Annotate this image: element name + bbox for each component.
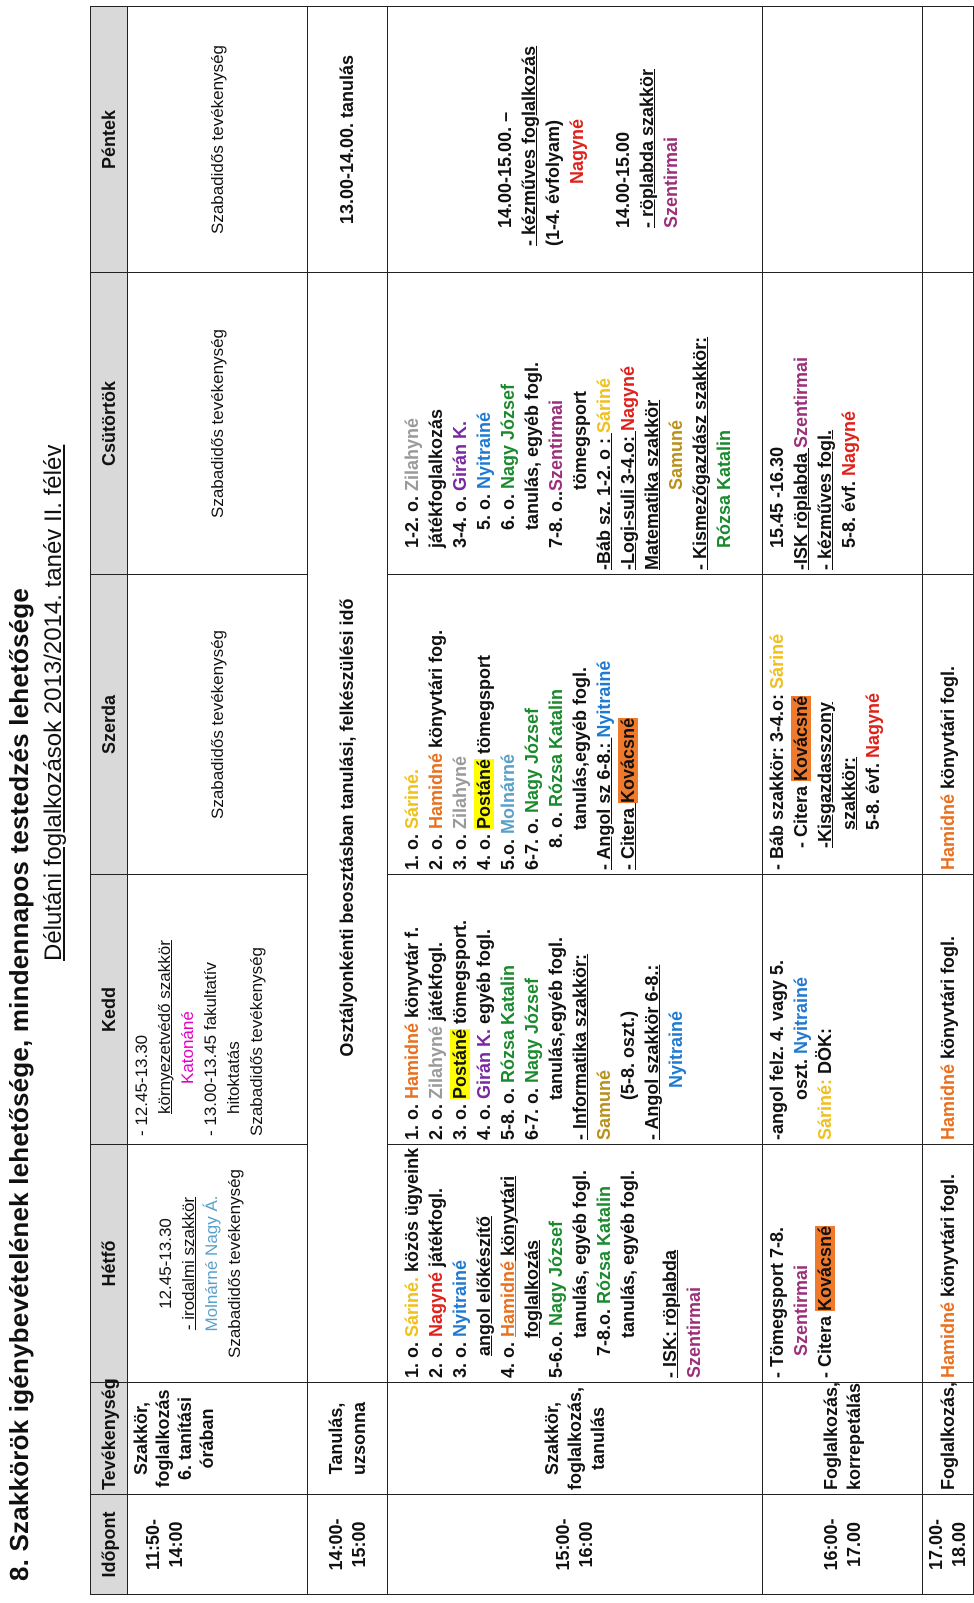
line-part: 5-8. évf. bbox=[839, 475, 859, 548]
teacher-name: Hamidné bbox=[938, 793, 958, 870]
teacher-name: Zilahyné bbox=[450, 755, 470, 829]
activity-line: Szakkör, bbox=[131, 1401, 151, 1476]
teacher-name: Nyitrainé bbox=[791, 976, 811, 1054]
teacher-name: Szentirmai bbox=[791, 356, 811, 448]
teacher-name: Hamidné bbox=[402, 1022, 422, 1099]
cell-line: - kézműves fogl. bbox=[815, 429, 835, 570]
teacher-name: Rózsa Katalin bbox=[546, 688, 566, 807]
line-part: - Angol sz 6-8.: bbox=[594, 737, 614, 870]
cell-line bbox=[400, 579, 424, 870]
cell-hetfo bbox=[128, 1145, 308, 1383]
cell-kedd bbox=[923, 875, 974, 1145]
line-part: 5-6.o. bbox=[546, 1325, 566, 1378]
cell-line: tömegsport bbox=[570, 391, 590, 490]
line-part: játékfogl. bbox=[426, 941, 446, 1026]
cell-line: - ISK: röplabda bbox=[660, 1249, 680, 1378]
cell-line bbox=[520, 579, 544, 870]
activity-line: Tanulás, bbox=[325, 1402, 346, 1475]
spacer bbox=[640, 1149, 658, 1378]
teacher-name: Rózsa Katalin bbox=[714, 429, 734, 548]
teacher-name: Postáné bbox=[474, 758, 494, 829]
activity-line: 6. tanítási bbox=[175, 1396, 195, 1481]
cell-pentek bbox=[388, 7, 763, 273]
header-hetfo: Hétfő bbox=[91, 1145, 128, 1383]
cell-line: tanulás,egyéb fogl. bbox=[570, 666, 590, 830]
activity-line: tanulás bbox=[587, 1406, 608, 1471]
cell-szerda bbox=[763, 575, 923, 875]
teacher-name: Szentirmai bbox=[684, 1286, 704, 1378]
cell-line bbox=[592, 277, 616, 570]
cell-line bbox=[861, 579, 885, 870]
cell-line bbox=[616, 277, 640, 570]
cell-line bbox=[400, 277, 424, 570]
cell-line bbox=[496, 277, 520, 570]
line-part: könyvtári fogl. bbox=[938, 665, 958, 794]
cell-line bbox=[616, 579, 640, 870]
cell-pentek bbox=[923, 7, 974, 273]
activity-line: Szakkör, bbox=[541, 1401, 562, 1476]
cell-line: - kézműves foglalkozás bbox=[519, 45, 539, 246]
teacher-name: Hamidné bbox=[426, 752, 446, 829]
header-tevekenyseg: Tevékenység bbox=[91, 1383, 128, 1495]
line-part: DÖK: bbox=[815, 1027, 835, 1079]
line-part: 7-8. o.. bbox=[546, 490, 566, 548]
cell-line bbox=[813, 879, 837, 1140]
cell-line: tanulás, egyéb fogl. bbox=[570, 1169, 590, 1338]
activity-line: órában bbox=[197, 1408, 217, 1469]
cell-line bbox=[448, 879, 472, 1140]
line-part: 2. o. bbox=[426, 1336, 446, 1378]
teacher-name: Nagy József bbox=[498, 383, 518, 489]
cell-pentek bbox=[763, 7, 923, 273]
cell-line bbox=[472, 579, 496, 870]
header-row bbox=[91, 7, 128, 1595]
cell-line bbox=[424, 1149, 448, 1378]
cell-line: Szabadidős tevékenység bbox=[225, 1168, 244, 1359]
cell-line: - irodalmi szakkör bbox=[179, 1196, 198, 1331]
teacher-name: Rózsa Katalin bbox=[594, 1185, 614, 1304]
teacher-name: Girán K. bbox=[450, 420, 470, 491]
line-part: 3-4. o. bbox=[450, 490, 470, 548]
header-csutortok: Csütörtök bbox=[91, 273, 128, 575]
cell-line bbox=[813, 1149, 837, 1378]
cell-line: tanulás, egyéb fogl. bbox=[618, 1169, 638, 1338]
line-part: 3. o. bbox=[450, 1098, 470, 1140]
cell-line: környezetvédő szakkör bbox=[155, 940, 174, 1114]
line-part: - Citera bbox=[791, 780, 811, 848]
activity-cell bbox=[308, 1383, 388, 1495]
teacher-name: Nagyné bbox=[863, 692, 883, 758]
line-part: 8. o. bbox=[546, 806, 566, 848]
cell-line: - 13.00-13.45 fakultatív bbox=[201, 962, 220, 1136]
line-part: 2. o. bbox=[426, 1098, 446, 1140]
cell-line bbox=[424, 879, 448, 1140]
line-part: 6-7. o. bbox=[522, 812, 542, 870]
cell-line: 15.45 -16.30 bbox=[767, 446, 787, 548]
teacher-name: Szentirmai bbox=[661, 136, 681, 228]
teacher-name: Girán K. bbox=[474, 1028, 494, 1099]
cell-line bbox=[400, 1149, 424, 1378]
cell-line: angol előkészítő bbox=[474, 1215, 494, 1356]
cell-line: foglalkozás bbox=[522, 1239, 542, 1338]
line-part: 3. o. bbox=[450, 1336, 470, 1378]
line-part: 1-2. o. bbox=[402, 490, 422, 548]
line-part: tömegsport bbox=[474, 654, 494, 759]
table-row bbox=[308, 7, 388, 1595]
teacher-name: Nagy József bbox=[522, 977, 542, 1083]
cell-line: szakkör: bbox=[839, 756, 859, 830]
teacher-name: Hamidné bbox=[938, 1063, 958, 1140]
line-part: 6. o. bbox=[498, 488, 518, 530]
time-cell: 16:00-17.00 bbox=[763, 1495, 923, 1595]
time-cell: 17.00-18.00 bbox=[923, 1495, 974, 1595]
cell-line: tanulás, egyéb fogl. bbox=[522, 361, 542, 530]
time-cell: 14:00-15:00 bbox=[308, 1495, 388, 1595]
teacher-name: Nyitrainé bbox=[666, 1010, 686, 1088]
table-row bbox=[763, 7, 923, 1595]
cell-csutortok bbox=[923, 273, 974, 575]
cell-line bbox=[496, 879, 520, 1140]
teacher-name: Zilahyné bbox=[426, 1025, 446, 1099]
cell-pentek: Szabadidős tevékenység bbox=[128, 7, 308, 273]
line-part: egyéb fogl. bbox=[474, 928, 494, 1029]
teacher-name: Rózsa Katalin bbox=[498, 964, 518, 1083]
line-part: - Citera bbox=[815, 1310, 835, 1378]
cell-line: - röplabda szakkör bbox=[637, 68, 657, 228]
cell-line: tanulás,egyéb fogl. bbox=[546, 936, 566, 1100]
teacher-name: Szentirmai bbox=[546, 399, 566, 491]
cell-kedd bbox=[128, 875, 308, 1145]
teacher-name: Szentirmai bbox=[791, 1264, 811, 1356]
schedule-table bbox=[90, 6, 974, 1595]
cell-line bbox=[496, 1149, 520, 1378]
line-part: -Báb sz. 1-2. o : bbox=[594, 432, 614, 570]
teacher-name: Nagyné bbox=[839, 410, 859, 476]
time-cell: 11:50-14:00 bbox=[128, 1495, 308, 1595]
cell-kedd bbox=[763, 875, 923, 1145]
table-row bbox=[388, 7, 763, 1595]
teacher-name: Sáriné bbox=[767, 633, 787, 689]
time-cell: 15:00-16:00 bbox=[388, 1495, 763, 1595]
cell-kedd bbox=[388, 875, 763, 1145]
cell-szerda bbox=[923, 575, 974, 875]
line-part: - Báb szakkör: 3-4.o: bbox=[767, 688, 787, 870]
line-part: 5. o. bbox=[474, 488, 494, 530]
cell-line: 12.45-13.30 bbox=[156, 1218, 175, 1309]
cell-line: 14.00-15.00. – bbox=[495, 111, 515, 228]
spacer bbox=[589, 11, 611, 268]
activity-line: foglalkozás bbox=[153, 1389, 173, 1488]
line-part: - Citera bbox=[618, 802, 638, 870]
line-part: könyvtári fogl. bbox=[938, 1173, 958, 1302]
teacher-name: Nyitrainé bbox=[594, 660, 614, 738]
page-title: 8. Szakkörök igénybevételének lehetősége, mindennapos testedzés lehetősége bbox=[4, 587, 34, 1581]
cell-line bbox=[789, 879, 813, 1140]
cell-line bbox=[448, 579, 472, 870]
cell-line: - Angol szakkör 6-8.: bbox=[642, 964, 662, 1140]
activity-line: foglalkozás, bbox=[564, 1386, 585, 1490]
activity-cell: Foglalkozás, bbox=[923, 1383, 974, 1495]
cell-csutortok bbox=[763, 273, 923, 575]
cell-line bbox=[592, 579, 616, 870]
cell-szerda: Szabadidős tevékenység bbox=[128, 575, 308, 875]
cell-line: - Informatika szakkör: bbox=[570, 953, 590, 1140]
line-part: könyvtári bbox=[498, 1175, 518, 1261]
teacher-name: Sáriné. bbox=[402, 1276, 422, 1337]
teacher-name: Hamidné bbox=[498, 1260, 518, 1337]
line-part: oszt. bbox=[791, 1053, 811, 1100]
teacher-name: Molnárné bbox=[498, 753, 518, 834]
teacher-name: Kovácsné bbox=[618, 717, 638, 803]
line-part: 5-8. o. bbox=[498, 1082, 518, 1140]
activity-cell bbox=[763, 1383, 923, 1495]
cell-line: hitoktatás bbox=[224, 1041, 243, 1114]
cell-line bbox=[448, 277, 472, 570]
teacher-name: Nagyné bbox=[567, 118, 587, 184]
line-part: tömegsport. bbox=[450, 919, 470, 1029]
header-szerda: Szerda bbox=[91, 575, 128, 875]
cell-line: -angol felz. 4. vagy 5. bbox=[767, 959, 787, 1140]
cell-line bbox=[400, 879, 424, 1140]
cell-line: (1-4. évfolyam) bbox=[543, 119, 563, 246]
teacher-name: Nagyné bbox=[618, 365, 638, 431]
teacher-name: Zilahyné bbox=[402, 417, 422, 491]
activity-line: korrepetálás bbox=[843, 1382, 864, 1490]
line-part: könyvtári fog. bbox=[426, 629, 446, 753]
line-part: könyvtár f. bbox=[402, 926, 422, 1023]
cell-line bbox=[424, 579, 448, 870]
cell-line: - 12.45-13.30 bbox=[132, 1034, 151, 1136]
cell-hetfo bbox=[763, 1145, 923, 1383]
header-idopont: Időpont bbox=[91, 1495, 128, 1595]
teacher-name: Nagyné bbox=[426, 1271, 446, 1337]
teacher-name: Sáriné bbox=[594, 377, 614, 433]
line-part: könyvtári fogl. bbox=[938, 935, 958, 1064]
activity-cell bbox=[128, 1383, 308, 1495]
line-part: 4. o. bbox=[474, 1098, 494, 1140]
line-part: 1. o. bbox=[402, 1336, 422, 1378]
teacher-name: Kovácsné bbox=[815, 1225, 835, 1311]
cell-line: Matematika szakkör bbox=[642, 399, 662, 570]
cell-line: 14.00-15.00 bbox=[613, 131, 633, 228]
teacher-name: Samuné bbox=[594, 1069, 614, 1140]
line-part: -ISK röplabda bbox=[791, 447, 811, 570]
cell-pentek: 13.00-14.00. tanulás bbox=[308, 7, 388, 273]
cell-line bbox=[448, 1149, 472, 1378]
cell-line bbox=[544, 277, 568, 570]
line-part: játékfogl. bbox=[426, 1187, 446, 1272]
line-part: 7-8.o. bbox=[594, 1303, 614, 1356]
cell-line bbox=[544, 1149, 568, 1378]
cell-line bbox=[472, 879, 496, 1140]
table-row bbox=[923, 7, 974, 1595]
teacher-name: Hamidné bbox=[938, 1301, 958, 1378]
line-part: 4. o. bbox=[498, 1336, 518, 1378]
teacher-name: Samuné bbox=[666, 419, 686, 490]
cell-line bbox=[789, 277, 813, 570]
study-time-cell: Osztályonkénti beosztásban tanulási, felkészülési idő bbox=[308, 273, 388, 1383]
teacher-name: Nagy József bbox=[546, 1220, 566, 1326]
line-part: 6-7. o. bbox=[522, 1082, 542, 1140]
teacher-name: Katonáné bbox=[178, 1011, 197, 1084]
teacher-name: Molnárné Nagy Á. bbox=[202, 1195, 221, 1332]
cell-line bbox=[472, 277, 496, 570]
line-part: 5-8. évf. bbox=[863, 757, 883, 830]
line-part: 1. o. bbox=[402, 828, 422, 870]
header-kedd: Kedd bbox=[91, 875, 128, 1145]
line-part: 1. o. bbox=[402, 1098, 422, 1140]
cell-csutortok bbox=[388, 273, 763, 575]
line-part: közös ügyeink bbox=[402, 1147, 422, 1277]
cell-line bbox=[592, 1149, 616, 1378]
cell-line: - Kismezőgazdász szakkör: bbox=[690, 336, 710, 570]
cell-line bbox=[520, 879, 544, 1140]
teacher-name: Nyitrainé bbox=[450, 1259, 470, 1337]
cell-line bbox=[544, 579, 568, 870]
teacher-name: Sáriné: bbox=[815, 1078, 835, 1140]
cell-hetfo bbox=[388, 1145, 763, 1383]
cell-line: - Tömegsport 7-8. bbox=[767, 1226, 787, 1378]
cell-line: -Kisgazdasszony bbox=[815, 701, 835, 848]
teacher-name: Nagy József bbox=[522, 707, 542, 813]
teacher-name: Kovácsné bbox=[791, 695, 811, 781]
line-part: 4. o. bbox=[474, 828, 494, 870]
teacher-name: Sáriné. bbox=[402, 768, 422, 829]
teacher-name: Nyitrainé bbox=[474, 411, 494, 489]
line-part: 3. o. bbox=[450, 828, 470, 870]
activity-line: Foglalkozás, bbox=[820, 1381, 841, 1490]
cell-line: (5-8. oszt.) bbox=[618, 1010, 638, 1100]
activity-cell bbox=[388, 1383, 763, 1495]
cell-csutortok: Szabadidős tevékenység bbox=[128, 273, 308, 575]
activity-line: uzsonna bbox=[348, 1402, 369, 1476]
cell-szerda bbox=[388, 575, 763, 875]
header-pentek: Péntek bbox=[91, 7, 128, 273]
teacher-name: Postáné bbox=[450, 1028, 470, 1099]
line-part: 2. o. bbox=[426, 828, 446, 870]
page-subtitle: Délutáni foglalkozások 2013/2014. tanév II. félév bbox=[40, 444, 67, 961]
cell-line bbox=[789, 579, 813, 870]
line-part: 5.o. bbox=[498, 833, 518, 870]
line-part: -Logi-suli 3-4.o: bbox=[618, 431, 638, 570]
cell-line: Szabadidős tevékenység bbox=[247, 946, 266, 1136]
table-row bbox=[128, 7, 308, 1595]
cell-line bbox=[837, 277, 861, 570]
cell-hetfo bbox=[923, 1145, 974, 1383]
cell-line bbox=[496, 579, 520, 870]
cell-line: játékfoglalkozás bbox=[426, 408, 446, 548]
cell-line bbox=[765, 579, 789, 870]
